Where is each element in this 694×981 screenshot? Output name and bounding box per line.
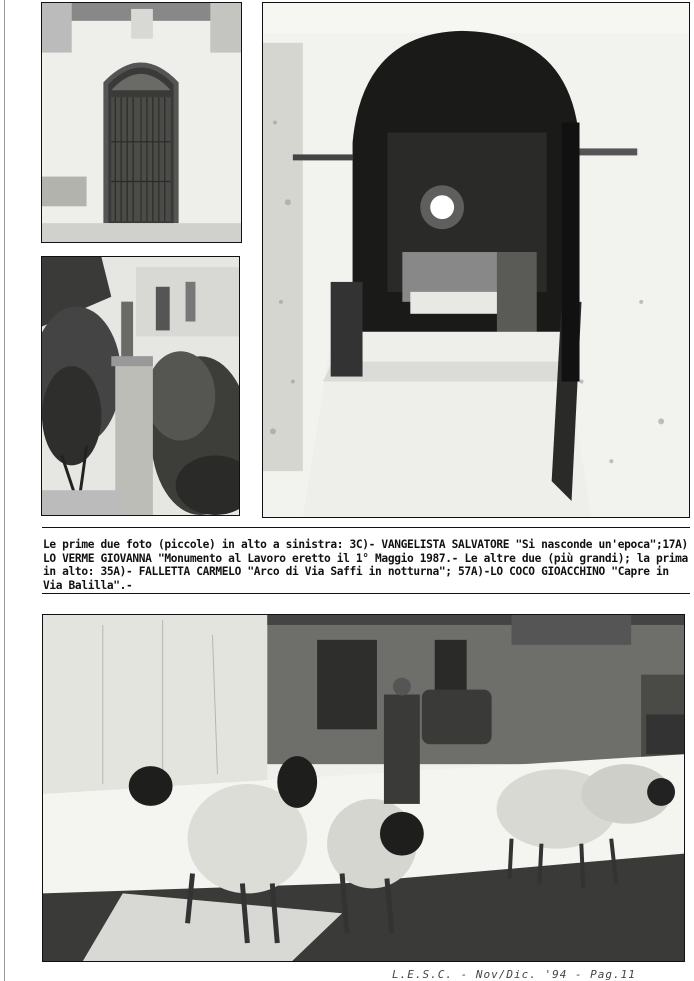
- photo-doorway: [41, 2, 242, 243]
- photo-monument: [41, 256, 240, 516]
- photo-caption: [43, 538, 691, 592]
- caption-line: in alto: 35A)- FALLETTA CARMELO "Arco di Via Saffi in notturna"; 57A)-LO COCO GIOACCHINO "Capre in: [43, 565, 669, 578]
- page-footer: L.E.S.C. - Nov/Dic. '94 - Pag.11: [392, 968, 636, 981]
- photo-goats-street: [42, 614, 685, 962]
- caption-line: Le prime due foto (piccole) in alto a sinistra: 3C)- VANGELISTA SALVATORE "Si nasconde un'epoca";17A): [43, 538, 688, 551]
- photo-arch-night: [262, 2, 690, 518]
- caption-line: LO VERME GIOVANNA "Monumento al Lavoro eretto il 1° Maggio 1987.- Le altre due (più grandi); la prima: [43, 551, 688, 565]
- page-edge-line: [4, 0, 5, 981]
- caption-line: Via Balilla".-: [43, 578, 133, 592]
